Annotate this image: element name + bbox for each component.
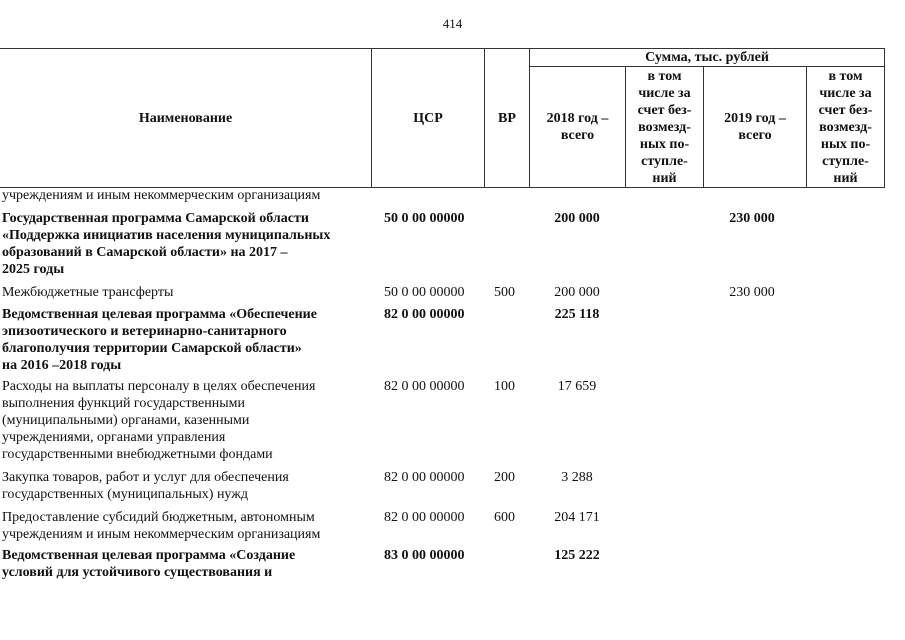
row-name: Межбюджетные трансферты bbox=[2, 285, 174, 300]
header-total-2019: 2019 год – всего bbox=[724, 111, 786, 143]
table-header bbox=[0, 48, 905, 188]
header-csr: ЦСР bbox=[413, 110, 443, 126]
row-name: Закупка товаров, работ и услуг для обеспечения государственных (муниципальных) нужд bbox=[2, 470, 289, 502]
row-sum-2019: 230 000 bbox=[729, 285, 775, 300]
row-sum-2018: 200 000 bbox=[554, 285, 600, 300]
row-name: Расходы на выплаты персоналу в целях обеспечения выполнения функций государственными (муниципальными) органами, казенными учреждениями, органами управления государственными внебюджетными фондами bbox=[2, 379, 316, 462]
row-csr: 82 0 00 00000 bbox=[384, 510, 465, 525]
row-sum-2018: 3 288 bbox=[561, 470, 593, 485]
row-sum-2018: 225 118 bbox=[554, 307, 600, 322]
row-name: учреждениям и иным некоммерческим организациям bbox=[2, 188, 321, 203]
header-total-2018: 2018 год – всего bbox=[546, 111, 609, 143]
row-name: Ведомственная целевая программа «Создание условий для устойчивого существования и bbox=[2, 548, 296, 580]
row-vr: 200 bbox=[494, 470, 515, 485]
row-csr: 82 0 00 00000 bbox=[384, 470, 465, 485]
row-vr: 100 bbox=[494, 379, 515, 394]
page-number: 414 bbox=[442, 16, 463, 31]
row-sum-2018: 125 222 bbox=[554, 548, 600, 563]
row-csr: 82 0 00 00000 bbox=[384, 307, 465, 322]
row-name: Предоставление субсидий бюджетным, автономным учреждениям и иным некоммерческим организациям bbox=[2, 510, 321, 542]
header-free-2019: в том числе за счет без- возмезд- ных по- ступле- ний bbox=[818, 68, 873, 186]
row-vr: 600 bbox=[494, 510, 515, 525]
row-csr: 50 0 00 00000 bbox=[384, 211, 465, 226]
row-name: Ведомственная целевая программа «Обеспечение эпизоотического и ветеринарно-санитарного благополучия территории Самарской области» на 2016 –2018 годы bbox=[2, 307, 317, 373]
row-name: Государственная программа Самарской области «Поддержка инициатив населения муниципальных образований в Самарской области» на 2017 – 2025 годы bbox=[2, 211, 331, 277]
row-csr: 83 0 00 00000 bbox=[384, 548, 465, 563]
row-vr: 500 bbox=[494, 285, 515, 300]
header-vr: ВР bbox=[498, 110, 516, 126]
header-free-2018: в том числе за счет без- возмезд- ных по- ступле- ний bbox=[637, 68, 692, 186]
row-sum-2019: 230 000 bbox=[729, 211, 775, 226]
row-sum-2018: 204 171 bbox=[554, 510, 600, 525]
row-csr: 50 0 00 00000 bbox=[384, 285, 465, 300]
row-sum-2018: 17 659 bbox=[557, 379, 597, 394]
row-csr: 82 0 00 00000 bbox=[384, 379, 465, 394]
header-sum-title: Сумма, тыс. рублей bbox=[645, 50, 769, 65]
row-sum-2018: 200 000 bbox=[554, 211, 600, 226]
header-name: Наименование bbox=[138, 110, 233, 126]
